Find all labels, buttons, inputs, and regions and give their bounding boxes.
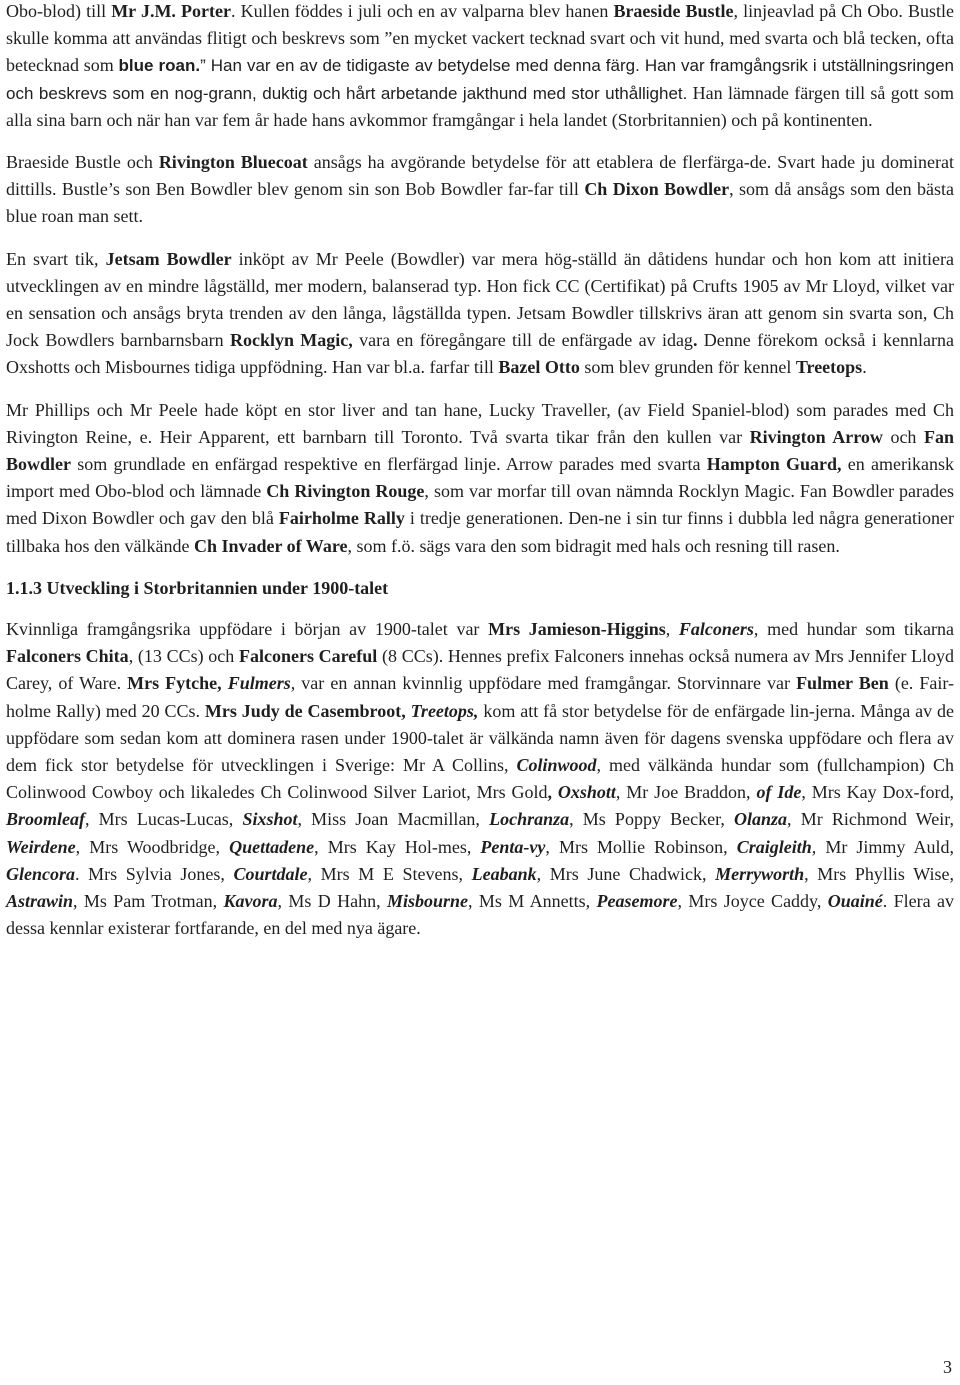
text-run: Braeside Bustle [613,1,734,21]
text-run: Ch Dixon Bowdler [584,179,730,200]
text-run: Oxshott [557,782,616,803]
text-run: , Ms Pam Trotman, [73,891,224,912]
text-run: Rivington Arrow [749,426,883,447]
text-run: Fulmer Ben [796,673,889,694]
text-run: , Mrs Phyllis Wise, [804,863,954,884]
text-run: Quettadene [229,836,315,857]
text-run: Hampton Guard, [706,454,842,475]
text-run: , linjeavlad på Ch Obo. Bustle skulle komma att användas flitigt och beskrevs som ”en mycket vackert tecknad svart och vit hund, med svarta och blå tecken, ofta betecknad som [6,1,954,76]
text-run: Glencora [6,863,75,884]
paragraph-lucky-traveller [6,397,954,560]
text-run: som grundlade en enfärgad respektive en flerfärgad linje. Arrow parades med svarta [71,454,707,475]
text-run: ” Han var en av de tidigaste av betydelse med denna färg. Han var framgångsrik i utställningsringen och beskrevs som en nog-grann, duktig och hårt arbetande jakthund med stor uthållighet. [6,56,955,103]
text-run: Bazel Otto [498,357,580,378]
text-run: Kavora [223,891,278,912]
text-run: of Ide [756,782,802,803]
text-run: Kvinnliga framgångsrika uppfödare i början av 1900-talet var [6,619,489,640]
text-run: Misbourne [387,891,469,912]
text-run: Courtdale [233,863,308,884]
text-run: , Mrs Kay Dox-ford, [801,782,954,803]
text-run: , som f.ö. sägs vara den som bidragit med hals och resning till rasen. [347,535,840,556]
text-run: Fulmers [227,673,291,694]
text-run: ansågs ha avgörande betydelse för att etablera de flerfärga-de. Svart hade ju dominerat dittills. Bustle’s son Ben Bowdler blev genom sin son Bob Bowdler far-far till [6,152,955,200]
text-run: Fairholme Rally [278,508,405,529]
text-run: som blev grunden för kennel [579,357,796,378]
text-run: Weirdene [6,836,76,857]
paragraph-braeside-bustle [6,0,954,134]
text-run: Penta-vy [480,836,546,857]
text-run: inköpt av Mr Peele (Bowdler) var mera hög-ställd än dåtidens hundar och hon kom att initiera utvecklingen av en mindre lågställd, mer modern, balanserad typ. Hon fick CC (Certifikat) på Crufts 1905 av Mr Lloyd, vilket var en sensation och ansågs bryta trenden av den långa, lågställda typen. Jetsam Bowdler tillskrivs äran att genom sin svarta son, Ch Jock Bowdlers barnbarnsbarn [6,248,954,351]
text-run: Ouainé [827,891,883,912]
text-run: Treetops [795,357,863,378]
text-run: , som var morfar till ovan nämnda Rocklyn Magic. Fan Bowdler parades med Dixon Bowdler och gav den blå [6,481,954,529]
text-run: Astrawin [6,891,74,912]
text-run: . [862,357,867,378]
text-run: Mr J.M. Porter [111,1,231,21]
text-run: , Ms M Annetts, [468,891,597,912]
text-run: Peasemore [596,891,678,912]
text-run: , var en annan kvinnlig uppfödare med framgångar. Storvinnare var [290,673,797,694]
text-run: . Kullen föddes i juli och en av valparna blev hanen [230,1,614,21]
text-run: . Mrs Sylvia Jones, [75,863,234,884]
text-run: Falconers Careful [238,646,378,667]
text-run: , Mrs Kay Hol-mes, [314,836,481,857]
text-run: , [547,782,558,803]
text-run: Jetsam Bowdler [105,248,232,269]
paragraph-breeders [6,616,954,942]
text-run: , Mr Richmond Weir, [787,809,954,830]
text-run: Obo-blod) till [6,1,112,21]
text-run: Han lämnade färgen till så gott som alla sina barn och när han var fem år hade hans avkommor framgångar i hela landet (Storbritannien) och på kontinenten. [6,82,954,130]
text-run: , Mrs June Chadwick, [536,863,716,884]
text-run: , Mrs M E Stevens, [307,863,472,884]
text-run: , Ms D Hahn, [277,891,387,912]
text-run: Mrs Jamieson-Higgins [488,619,666,640]
text-run: Merryworth [715,863,805,884]
text-run: . Flera av dessa kennlar existerar fortfarande, en del med nya ägare. [6,891,954,939]
text-run: Falconers Chita [6,646,129,667]
text-run: Treetops, [410,700,479,721]
text-run: Rivington Bluecoat [158,152,308,173]
text-run: Olanza [734,809,788,830]
text-run: , Mrs Woodbridge, [75,836,230,857]
text-run: Mr Phillips och Mr Peele hade köpt en stor liver and tan hane, Lucky Traveller, (av Field Spaniel-blod) som parades med Ch Rivington Reine, e. Heir Apparent, ett barnbarn till Toronto. Två svarta tikar från den kullen var [6,399,954,447]
text-run: i tredje generationen. Den-ne i sin tur finns i dubbla led några generationer tillbaka hos den välkände [6,508,955,556]
section-heading: 1.1.3 Utveckling i Storbritannien under 1900-talet [6,577,389,598]
text-run: Braeside Bustle och [6,152,159,173]
text-run: , [665,619,679,640]
text-run: Sixshot [242,809,298,830]
paragraph-rivington-bluecoat [6,149,954,231]
text-run: (8 CCs). Hennes prefix Falconers innehas också numera av Mrs Jennifer Lloyd Carey, of Ware. [6,646,955,694]
text-run: Leabank [471,863,537,884]
text-run: Ch Rivington Rouge [266,481,425,502]
text-run: Lochranza [489,809,570,830]
text-run: , Mr Joe Braddon, [615,782,757,803]
text-run: , (13 CCs) och [128,646,239,667]
page-number: 3 [943,1357,952,1377]
text-run: Colinwood [516,755,597,776]
text-run: , Mr Jimmy Auld, [811,836,955,857]
text-run: , som då ansågs som den bästa blue roan man sett. [6,179,955,227]
text-run: , Mrs Lucas-Lucas, [85,809,243,830]
text-run: Broomleaf [6,809,85,830]
text-run: och [882,426,924,447]
text-run: . [692,330,698,351]
text-run: Craigleith [736,836,812,857]
text-run: , Mrs Joyce Caddy, [677,891,828,912]
text-run: , Miss Joan Macmillan, [297,809,490,830]
text-run: Fan Bowdler [6,426,954,475]
text-run: (e. Fair-holme Rally) med 20 CCs. [6,673,954,721]
text-run: , Mrs Mollie Robinson, [545,836,737,857]
text-run: , med välkända hundar som (fullchampion) Ch Colinwood Cowboy och likaledes Ch Colinwood Silver Lariot, Mrs Gold [6,755,955,803]
text-run: En svart tik, [6,248,106,269]
text-run: Rocklyn Magic, [229,330,353,351]
paragraph-jetsam-bowdler [6,246,954,382]
text-run: en amerikansk import med Obo-blod och lämnade [6,454,954,502]
text-run: Denne förekom också i kennlarna Oxshotts och Misbournes tidiga uppfödning. Han var bl.a. farfar till [6,330,954,378]
text-run: Falconers [678,619,754,640]
text-run: kom att få stor betydelse för de enfärgade lin-jerna. Många av de uppfödare som sedan kom att dominera rasen under 1900-talet är välkända namn även för dagens svenska uppfödare och flera av dem fick stor betydelse för utvecklingen i Sverige: Mr A Collins, [6,700,954,776]
text-run: blue roan. [118,56,201,76]
text-run: Mrs Judy de Casembroot, [204,700,411,721]
text-run: , med hundar som tikarna [753,619,954,640]
text-run: Ch Invader of Ware [193,535,348,556]
text-run: vara en föregångare till de enfärgade av idag [352,330,693,351]
text-run: , Ms Poppy Becker, [569,809,735,830]
text-run: Mrs Fytche, [127,673,228,694]
